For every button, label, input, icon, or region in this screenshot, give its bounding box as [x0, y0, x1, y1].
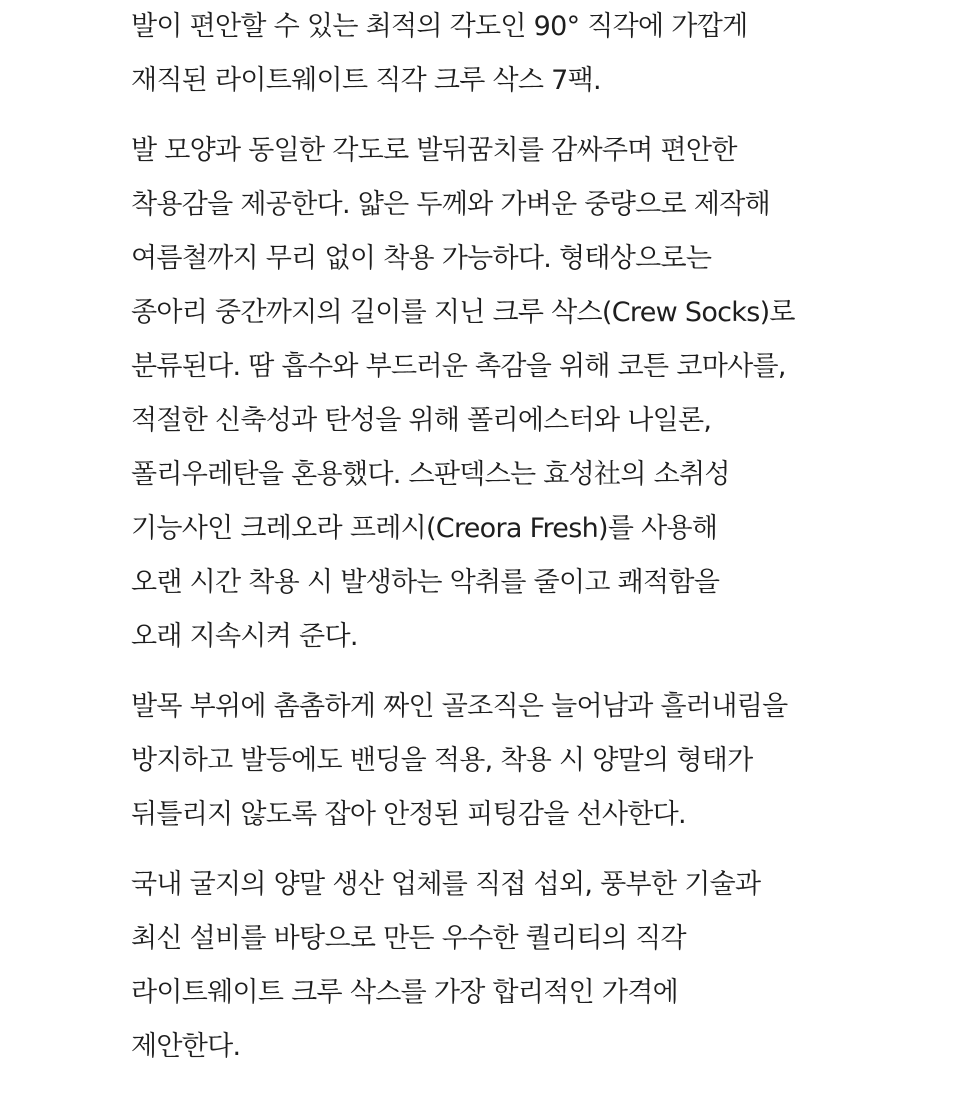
text-line: 적절한 신축성과 탄성을 위해 폴리에스터와 나일론, — [131, 405, 712, 436]
text-line: 발이 편안할 수 있는 최적의 각도인 90° 직각에 가깝게 — [131, 11, 748, 42]
text-line: 발 모양과 동일한 각도로 발뒤꿈치를 감싸주며 편안한 — [131, 135, 737, 166]
text-line: 오랜 시간 착용 시 발생하는 악취를 줄이고 쾌적함을 — [131, 567, 720, 598]
text-line: 착용감을 제공한다. 얇은 두께와 가벼운 중량으로 제작해 — [131, 189, 770, 220]
paragraph-material — [131, 124, 931, 664]
text-line: 분류된다. 땀 흡수와 부드러운 촉감을 위해 코튼 코마사를, — [131, 351, 786, 382]
text-line: 오래 지속시켜 준다. — [131, 621, 358, 652]
text-line: 발목 부위에 촘촘하게 짜인 골조직은 늘어남과 흘러내림을 — [131, 691, 788, 722]
text-line: 최신 설비를 바탕으로 만든 우수한 퀄리티의 직각 — [131, 923, 686, 954]
text-line: 기능사인 크레오라 프레시(Creora Fresh)를 사용해 — [131, 513, 718, 544]
paragraph-production — [131, 858, 931, 1074]
text-line: 폴리우레탄을 혼용했다. 스판덱스는 효성社의 소취성 — [131, 459, 730, 490]
product-description — [131, 0, 931, 1074]
text-line: 종아리 중간까지의 길이를 지닌 크루 삭스(Crew Socks)로 — [131, 297, 795, 328]
text-line: 제안한다. — [131, 1031, 241, 1062]
text-line: 여름철까지 무리 없이 착용 가능하다. 형태상으로는 — [131, 243, 712, 274]
text-line: 방지하고 발등에도 밴딩을 적용, 착용 시 양말의 형태가 — [131, 745, 753, 776]
text-line: 뒤틀리지 않도록 잡아 안정된 피팅감을 선사한다. — [131, 799, 686, 830]
text-line: 국내 굴지의 양말 생산 업체를 직접 섭외, 풍부한 기술과 — [131, 869, 761, 900]
text-line: 라이트웨이트 크루 삭스를 가장 합리적인 가격에 — [131, 977, 679, 1008]
paragraph-fit — [131, 680, 931, 842]
text-line: 재직된 라이트웨이트 직각 크루 삭스 7팩. — [131, 65, 601, 96]
paragraph-intro — [131, 0, 931, 108]
